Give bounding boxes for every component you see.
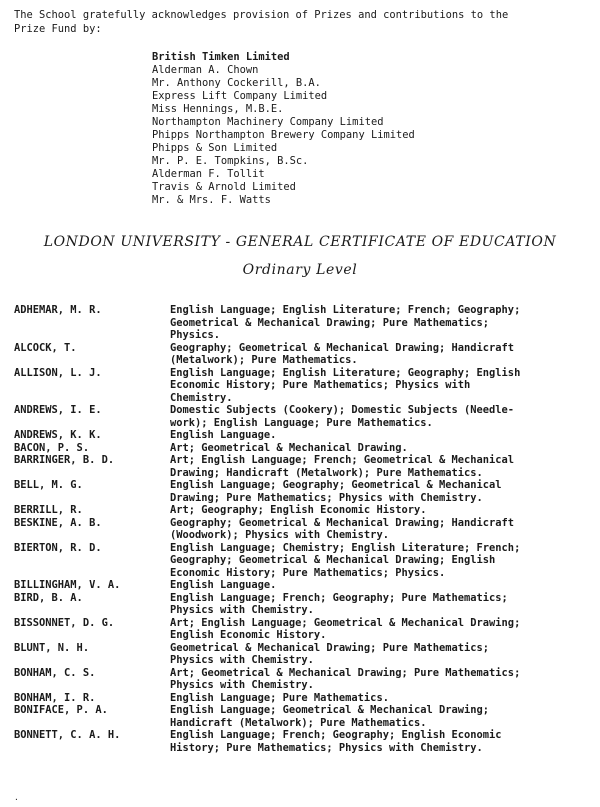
candidate-name: ALLISON, L. J. <box>14 366 102 379</box>
candidate-subjects: English Language; Chemistry; English Literature; French; Geography; Geometrical & Mechanical Drawing; English Economic History; Pure Mathematics; Physics. <box>170 541 521 579</box>
candidate-name: BONIFACE, P. A. <box>14 704 108 716</box>
candidate-name: BISSONNET, D. G. <box>14 616 115 629</box>
candidate-subjects: English Language. <box>170 429 277 441</box>
donor-list <box>152 51 415 207</box>
candidate-name: BESKINE, A. B. <box>14 516 102 529</box>
donor-item: British Timken Limited <box>152 51 290 63</box>
candidate-subjects: English Language; Geometrical & Mechanical Drawing; Handicraft (Metalwork); Pure Mathematics. <box>170 704 490 729</box>
candidate-name: BIRD, B. A. <box>14 591 83 604</box>
candidate-subjects: English Language; French; Geography; English Economic History; Pure Mathematics; Physics with Chemistry. <box>170 729 502 754</box>
result-row <box>14 367 594 405</box>
candidate-subjects: Domestic Subjects (Cookery); Domestic Subjects (Needle- work); English Language; Pure Mathematics. <box>170 404 515 429</box>
result-row <box>14 704 594 729</box>
donor-item: Miss Hennings, M.B.E. <box>152 103 284 115</box>
candidate-name: BONHAM, I. R. <box>14 691 96 704</box>
candidate-subjects: Art; Geometrical & Mechanical Drawing; Pure Mathematics; Physics with Chemistry. <box>170 666 521 691</box>
result-row <box>14 429 594 442</box>
intro-text: The School gratefully acknowledges provision of Prizes and contributions to the Prize Fund by: <box>14 9 509 35</box>
result-row <box>14 692 594 705</box>
candidate-subjects: Art; Geography; English Economic History. <box>170 504 427 516</box>
result-row <box>14 642 594 667</box>
result-row <box>14 592 594 617</box>
candidate-subjects: English Language; French; Geography; Pure Mathematics; Physics with Chemistry. <box>170 591 508 616</box>
results-list <box>14 304 594 754</box>
result-row <box>14 542 594 580</box>
result-row <box>14 342 594 367</box>
result-row <box>14 404 594 429</box>
candidate-subjects: Geography; Geometrical & Mechanical Drawing; Handicraft (Woodwork); Physics with Chemistry. <box>170 516 515 541</box>
donor-item: Alderman A. Chown <box>152 64 259 76</box>
donor-item: Mr. P. E. Tompkins, B.Sc. <box>152 155 309 167</box>
candidate-subjects: English Language. <box>170 579 277 591</box>
result-row <box>14 304 594 342</box>
candidate-name: BACON, P. S. <box>14 441 90 454</box>
candidate-name: BELL, M. G. <box>14 479 83 491</box>
candidate-name: BONHAM, C. S. <box>14 666 96 679</box>
result-row <box>14 442 594 455</box>
candidate-name: BONNETT, C. A. H. <box>14 729 121 741</box>
result-row <box>14 579 594 592</box>
result-row <box>14 729 594 754</box>
candidate-subjects: Art; English Language; Geometrical & Mechanical Drawing; English Economic History. <box>170 616 521 641</box>
candidate-subjects: Art; English Language; French; Geometrical & Mechanical Drawing; Handicraft (Metalwork); Pure Mathematics. <box>170 454 515 479</box>
candidate-subjects: Art; Geometrical & Mechanical Drawing. <box>170 441 408 454</box>
donor-item: Phipps Northampton Brewery Company Limited <box>152 129 415 141</box>
candidate-name: BILLINGHAM, V. A. <box>14 579 121 591</box>
candidate-subjects: English Language; English Literature; French; Geography; Geometrical & Mechanical Drawing; Pure Mathematics; Physics. <box>170 304 521 341</box>
exam-level-heading: Ordinary Level <box>242 262 358 278</box>
candidate-subjects: Geography; Geometrical & Mechanical Drawing; Handicraft (Metalwork); Pure Mathematics. <box>170 341 515 366</box>
candidate-subjects: English Language; English Literature; Geography; English Economic History; Pure Mathematics; Physics with Chemistry. <box>170 366 521 404</box>
donor-item: Express Lift Company Limited <box>152 90 328 102</box>
candidate-name: ANDREWS, K. K. <box>14 429 102 441</box>
candidate-name: ADHEMAR, M. R. <box>14 304 102 316</box>
result-row <box>14 479 594 504</box>
candidate-name: BARRINGER, B. D. <box>14 454 115 466</box>
candidate-subjects: Geometrical & Mechanical Drawing; Pure Mathematics; Physics with Chemistry. <box>170 641 490 666</box>
result-row <box>14 617 594 642</box>
result-row <box>14 454 594 479</box>
footer-mark: . <box>14 793 19 802</box>
candidate-subjects: English Language; Pure Mathematics. <box>170 691 389 704</box>
donor-item: Northampton Machinery Company Limited <box>152 116 384 128</box>
donor-item: Alderman F. Tollit <box>152 168 265 180</box>
donor-item: Travis & Arnold Limited <box>152 181 296 193</box>
candidate-name: BERRILL, R. <box>14 504 83 516</box>
candidate-name: BLUNT, N. H. <box>14 641 90 654</box>
candidate-subjects: English Language; Geography; Geometrical & Mechanical Drawing; Pure Mathematics; Physics with Chemistry. <box>170 479 502 504</box>
result-row <box>14 517 594 542</box>
donor-item: Mr. & Mrs. F. Watts <box>152 194 271 206</box>
result-row <box>14 667 594 692</box>
donor-item: Phipps & Son Limited <box>152 142 278 154</box>
donor-item: Mr. Anthony Cockerill, B.A. <box>152 77 321 89</box>
candidate-name: BIERTON, R. D. <box>14 541 102 554</box>
candidate-name: ALCOCK, T. <box>14 341 77 354</box>
candidate-name: ANDREWS, I. E. <box>14 404 102 416</box>
result-row <box>14 504 594 517</box>
exam-heading: LONDON UNIVERSITY - GENERAL CERTIFICATE OF EDUCATION <box>43 234 557 250</box>
